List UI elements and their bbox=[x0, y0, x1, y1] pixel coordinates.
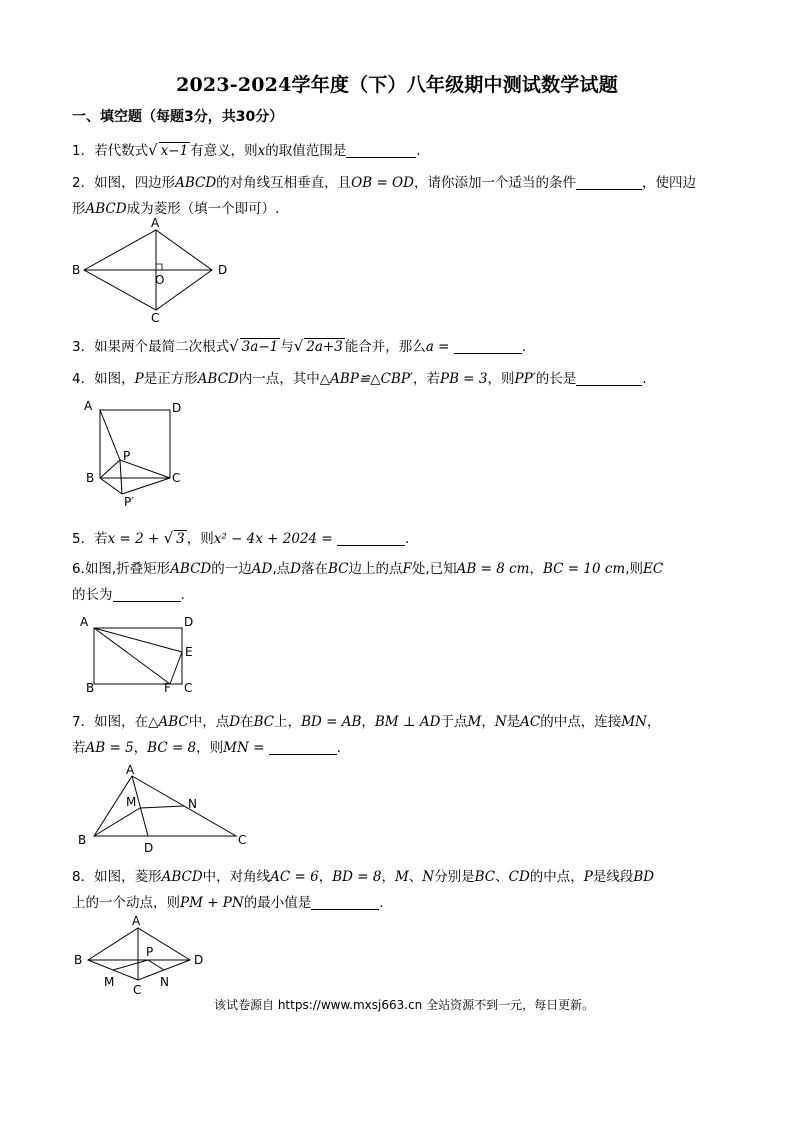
answer-blank[interactable] bbox=[311, 893, 379, 910]
label-A: A bbox=[151, 218, 160, 230]
question-7: 7．如图，在△ABC中，点D在BC上，BD = AB，BM ⊥ AD于点M，N是AC的中点，连接MN， 若AB = 5，BC = 8，则MN = . bbox=[72, 714, 661, 756]
answer-blank[interactable] bbox=[576, 173, 642, 190]
page-title: 2023-2024学年度（下）八年级期中测试数学试题 bbox=[176, 74, 618, 96]
label-D: D bbox=[144, 841, 154, 855]
label-A: A bbox=[84, 399, 93, 413]
question-8: 8．如图，菱形ABCD中，对角线AC = 6，BD = 8，M、N分别是BC、CD的中点，P是线段BD 上的一个动点，则PM + PN的最小值是 . bbox=[72, 869, 655, 911]
label-A: A bbox=[132, 914, 141, 928]
question-4: 4．如图，P是正方形ABCD内一点，其中△ABP≌△CBP′，若PB = 3，则PP′的长是 . bbox=[72, 371, 647, 387]
label-B: B bbox=[74, 953, 83, 967]
figure-6-folded-rectangle bbox=[76, 612, 206, 694]
question-2: 2．如图，四边形ABCD的对角线互相垂直，且OB = OD，请你添加一个适当的条件 ，使四边 形ABCD成为菱形（填一个即可）. bbox=[72, 175, 696, 217]
label-F: F bbox=[164, 681, 171, 694]
label-N: N bbox=[160, 975, 169, 989]
label-D: D bbox=[194, 953, 204, 967]
label-D: D bbox=[218, 263, 228, 277]
figure-4-square bbox=[80, 398, 190, 510]
label-C: C bbox=[151, 311, 160, 322]
answer-blank[interactable] bbox=[576, 369, 642, 386]
figure-7-triangle bbox=[74, 764, 250, 856]
label-P: P bbox=[123, 449, 131, 463]
label-P-prime: P′ bbox=[124, 495, 134, 509]
answer-blank[interactable] bbox=[113, 585, 181, 602]
label-D: D bbox=[184, 615, 194, 629]
answer-blank[interactable] bbox=[454, 337, 522, 354]
label-P: P bbox=[146, 945, 154, 959]
label-C: C bbox=[238, 833, 247, 847]
label-M: M bbox=[126, 795, 137, 809]
figure-8-rhombus bbox=[72, 914, 212, 996]
radical: x−1 bbox=[160, 143, 189, 159]
label-N: N bbox=[188, 797, 197, 811]
figure-2-rhombus bbox=[72, 218, 242, 322]
label-B: B bbox=[72, 263, 81, 277]
label-C: C bbox=[172, 471, 181, 485]
label-B: B bbox=[86, 471, 95, 485]
label-C: C bbox=[184, 681, 193, 694]
label-B: B bbox=[78, 833, 87, 847]
label-A: A bbox=[126, 764, 135, 777]
label-D: D bbox=[172, 401, 182, 415]
section-heading: 一、填空题（每题3分，共30分） bbox=[72, 109, 284, 125]
label-O: O bbox=[155, 273, 165, 287]
label-A: A bbox=[80, 615, 89, 629]
answer-blank[interactable] bbox=[337, 529, 405, 546]
label-C: C bbox=[133, 983, 142, 996]
question-3: 3．如果两个最简二次根式√ 3a−1 与√ 2a+3 能合并，那么a = . bbox=[72, 337, 527, 355]
label-E: E bbox=[185, 645, 193, 659]
label-B: B bbox=[86, 681, 95, 694]
question-5: 5．若x = 2 + √ 3 ，则x² − 4x + 2024 = . bbox=[72, 529, 410, 547]
answer-blank[interactable] bbox=[346, 141, 416, 158]
question-1: 1．若代数式√ x−1 有意义，则x的取值范围是 . bbox=[72, 141, 421, 159]
footer-watermark: 该试卷源自 https://www.mxsj663.cn 全站资源不到一元，每日更新。 bbox=[214, 998, 595, 1012]
answer-blank[interactable] bbox=[269, 738, 337, 755]
label-M: M bbox=[104, 975, 115, 989]
question-6: 6.如图,折叠矩形ABCD的一边AD,点D落在BC边上的点F处,已知AB = 8 cm，BC = 10 cm,则EC 的长为 . bbox=[72, 561, 664, 603]
